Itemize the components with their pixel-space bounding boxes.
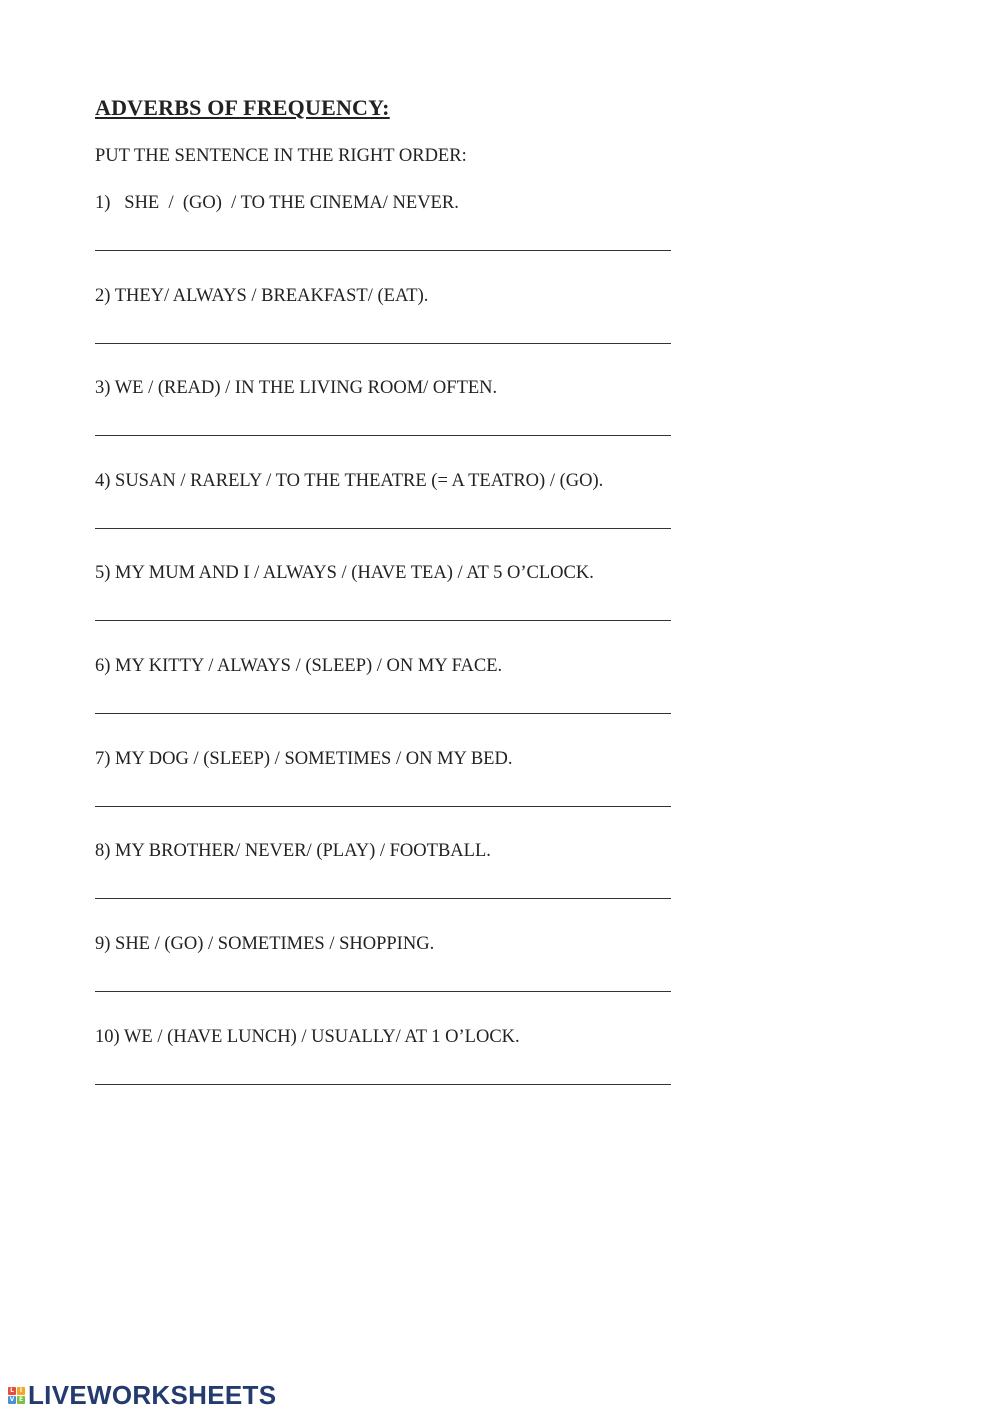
answer-line[interactable] xyxy=(95,1084,671,1085)
exercise-prompt: 2) THEY/ ALWAYS / BREAKFAST/ (EAT). xyxy=(95,286,429,306)
exercise-item xyxy=(95,377,675,399)
liveworksheets-logo[interactable] xyxy=(8,1381,276,1409)
exercise-item xyxy=(95,1026,675,1048)
exercise-prompt: 4) SUSAN / RARELY / TO THE THEATRE (= A TEATRO) / (GO). xyxy=(95,471,604,491)
answer-line[interactable] xyxy=(95,898,671,899)
answer-line[interactable] xyxy=(95,620,671,621)
instructions: PUT THE SENTENCE IN THE RIGHT ORDER: xyxy=(95,146,467,166)
answer-line[interactable] xyxy=(95,528,671,529)
exercise-prompt: 3) WE / (READ) / IN THE LIVING ROOM/ OFTEN. xyxy=(95,378,498,398)
exercise-prompt: 10) WE / (HAVE LUNCH) / USUALLY/ AT 1 O’LOCK. xyxy=(95,1027,520,1047)
logo-block: V xyxy=(9,1395,15,1403)
logo-block: E xyxy=(18,1395,24,1403)
exercise-prompt: 6) MY KITTY / ALWAYS / (SLEEP) / ON MY FACE. xyxy=(95,656,503,676)
exercise-item xyxy=(95,933,675,955)
exercise-item xyxy=(95,748,675,770)
logo-blocks-icon xyxy=(8,1387,25,1404)
answer-line[interactable] xyxy=(95,435,671,436)
logo-block: L xyxy=(8,1387,16,1395)
answer-line[interactable] xyxy=(95,250,671,251)
logo-text: LIVEWORKSHEETS xyxy=(28,1379,277,1410)
exercise-item xyxy=(95,562,675,584)
answer-line[interactable] xyxy=(95,991,671,992)
logo-block: I xyxy=(17,1387,25,1395)
exercise-prompt: 5) MY MUM AND I / ALWAYS / (HAVE TEA) / AT 5 O’CLOCK. xyxy=(95,563,594,583)
exercise-item xyxy=(95,840,675,862)
exercise-prompt: 9) SHE / (GO) / SOMETIMES / SHOPPING. xyxy=(95,934,435,954)
exercise-item xyxy=(95,285,675,307)
exercise-item xyxy=(95,192,675,214)
exercise-item xyxy=(95,655,675,677)
answer-line[interactable] xyxy=(95,713,671,714)
exercise-prompt: 1) SHE / (GO) / TO THE CINEMA/ NEVER. xyxy=(95,193,459,213)
worksheet-title: ADVERBS OF FREQUENCY: xyxy=(95,95,390,120)
exercise-prompt: 7) MY DOG / (SLEEP) / SOMETIMES / ON MY BED. xyxy=(95,749,513,769)
answer-line[interactable] xyxy=(95,343,671,344)
exercise-item xyxy=(95,470,675,492)
exercise-prompt: 8) MY BROTHER/ NEVER/ (PLAY) / FOOTBALL. xyxy=(95,841,491,861)
answer-line[interactable] xyxy=(95,806,671,807)
